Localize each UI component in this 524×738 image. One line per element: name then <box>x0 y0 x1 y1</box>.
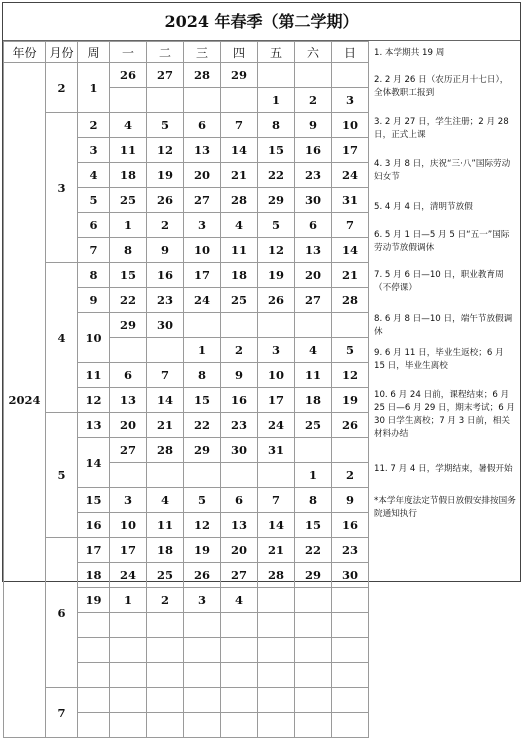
day-cell: 30 <box>221 438 258 463</box>
day-cell: 21 <box>332 263 369 288</box>
page-title: 2024 年春季（第二学期） <box>3 3 520 41</box>
day-cell: 6 <box>221 488 258 513</box>
day-cell <box>147 663 184 688</box>
week-number: 7 <box>78 238 110 263</box>
day-cell: 1 <box>110 588 147 613</box>
day-cell: 21 <box>147 413 184 438</box>
day-cell: 26 <box>332 413 369 438</box>
note-item: 11. 7 月 4 日，学期结束，暑假开始 <box>374 464 513 474</box>
column-header: 年份 <box>4 42 46 63</box>
day-cell <box>221 463 258 488</box>
month-cell: 3 <box>46 113 78 263</box>
day-cell: 28 <box>221 188 258 213</box>
month-cell: 7 <box>46 688 78 738</box>
day-cell: 8 <box>184 363 221 388</box>
day-cell: 14 <box>258 513 295 538</box>
day-cell: 16 <box>332 513 369 538</box>
day-cell <box>258 588 295 613</box>
day-cell: 31 <box>258 438 295 463</box>
day-cell <box>258 688 295 713</box>
day-cell: 3 <box>332 88 369 113</box>
day-cell: 3 <box>258 338 295 363</box>
month-cell: 5 <box>46 413 78 538</box>
day-cell: 13 <box>221 513 258 538</box>
day-cell <box>332 663 369 688</box>
day-cell <box>184 688 221 713</box>
week-number: 17 <box>78 538 110 563</box>
day-cell: 30 <box>147 313 184 338</box>
day-cell: 4 <box>221 213 258 238</box>
day-cell: 24 <box>332 163 369 188</box>
day-cell: 14 <box>147 388 184 413</box>
note-item: 10. 6 月 24 日前，课程结束；6 月 25 日—6 月 29 日，期末考试；6 月 30 日学生离校；7 月 3 日前，相关材料办结 <box>374 390 515 439</box>
calendar-table <box>3 41 369 738</box>
day-cell: 3 <box>110 488 147 513</box>
day-cell <box>221 88 258 113</box>
week-number <box>78 613 110 638</box>
day-cell: 22 <box>258 163 295 188</box>
day-cell: 21 <box>258 538 295 563</box>
day-cell: 30 <box>332 563 369 588</box>
day-cell: 17 <box>332 138 369 163</box>
day-cell <box>184 313 221 338</box>
day-cell <box>221 313 258 338</box>
day-cell: 29 <box>110 313 147 338</box>
week-number: 13 <box>78 413 110 438</box>
day-cell <box>110 688 147 713</box>
week-row <box>4 688 369 713</box>
week-number: 9 <box>78 288 110 313</box>
day-cell <box>295 638 332 663</box>
day-cell: 26 <box>258 288 295 313</box>
week-number: 14 <box>78 438 110 488</box>
day-cell: 4 <box>147 488 184 513</box>
day-cell <box>295 713 332 738</box>
column-header: 六 <box>295 42 332 63</box>
day-cell: 11 <box>295 363 332 388</box>
day-cell: 27 <box>147 63 184 88</box>
day-cell <box>147 638 184 663</box>
day-cell: 23 <box>295 163 332 188</box>
day-cell <box>295 688 332 713</box>
day-cell: 30 <box>295 188 332 213</box>
day-cell: 20 <box>184 163 221 188</box>
day-cell: 27 <box>221 563 258 588</box>
day-cell: 9 <box>221 363 258 388</box>
week-number: 6 <box>78 213 110 238</box>
column-header: 月份 <box>46 42 78 63</box>
day-cell <box>110 663 147 688</box>
day-cell <box>184 463 221 488</box>
day-cell: 1 <box>184 338 221 363</box>
week-row <box>4 263 369 288</box>
day-cell <box>258 313 295 338</box>
day-cell <box>295 663 332 688</box>
day-cell: 2 <box>147 213 184 238</box>
week-row <box>4 113 369 138</box>
day-cell: 8 <box>295 488 332 513</box>
day-cell: 24 <box>258 413 295 438</box>
week-number: 3 <box>78 138 110 163</box>
day-cell: 28 <box>258 563 295 588</box>
day-cell: 27 <box>295 288 332 313</box>
day-cell: 12 <box>184 513 221 538</box>
week-number: 8 <box>78 263 110 288</box>
day-cell: 3 <box>184 213 221 238</box>
day-cell: 29 <box>184 438 221 463</box>
day-cell: 5 <box>258 213 295 238</box>
day-cell <box>147 688 184 713</box>
note-item: 4. 3 月 8 日，庆祝“三·八”国际劳动妇女节 <box>374 159 511 182</box>
week-row <box>4 538 369 563</box>
day-cell <box>295 613 332 638</box>
day-cell <box>221 688 258 713</box>
day-cell: 2 <box>332 463 369 488</box>
day-cell <box>258 613 295 638</box>
day-cell <box>295 313 332 338</box>
day-cell <box>332 313 369 338</box>
day-cell <box>221 663 258 688</box>
year-cell: 2024 <box>4 63 46 738</box>
day-cell: 28 <box>147 438 184 463</box>
day-cell: 8 <box>110 238 147 263</box>
day-cell <box>332 438 369 463</box>
day-cell: 11 <box>147 513 184 538</box>
day-cell: 5 <box>332 338 369 363</box>
day-cell: 19 <box>184 538 221 563</box>
day-cell: 12 <box>332 363 369 388</box>
day-cell: 2 <box>295 88 332 113</box>
month-cell: 2 <box>46 63 78 113</box>
day-cell: 26 <box>147 188 184 213</box>
day-cell: 29 <box>258 188 295 213</box>
day-cell: 4 <box>295 338 332 363</box>
day-cell: 9 <box>147 238 184 263</box>
day-cell: 6 <box>110 363 147 388</box>
note-item: 7. 5 月 6 日—10 日，职业教育周（不停课） <box>374 270 504 293</box>
week-number: 19 <box>78 588 110 613</box>
day-cell <box>147 613 184 638</box>
column-header: 一 <box>110 42 147 63</box>
day-cell <box>110 638 147 663</box>
day-cell: 16 <box>221 388 258 413</box>
day-cell <box>332 63 369 88</box>
day-cell <box>147 88 184 113</box>
month-cell: 6 <box>46 538 78 688</box>
column-header: 日 <box>332 42 369 63</box>
day-cell: 20 <box>295 263 332 288</box>
week-number: 1 <box>78 63 110 113</box>
column-header: 三 <box>184 42 221 63</box>
day-cell: 20 <box>221 538 258 563</box>
week-number <box>78 638 110 663</box>
day-cell <box>295 588 332 613</box>
day-cell: 15 <box>295 513 332 538</box>
day-cell <box>147 713 184 738</box>
note-item: 3. 2 月 27 日，学生注册；2 月 28 日，正式上课 <box>374 117 509 140</box>
notes-panel <box>366 41 520 581</box>
day-cell <box>110 613 147 638</box>
day-cell: 22 <box>110 288 147 313</box>
day-cell <box>332 688 369 713</box>
note-item: 2. 2 月 26 日（农历正月十七日），全体教职工报到 <box>374 75 509 98</box>
day-cell <box>184 638 221 663</box>
day-cell: 1 <box>110 213 147 238</box>
column-header: 二 <box>147 42 184 63</box>
week-row <box>4 63 369 88</box>
day-cell: 16 <box>147 263 184 288</box>
day-cell: 5 <box>184 488 221 513</box>
day-cell <box>332 588 369 613</box>
day-cell: 18 <box>110 163 147 188</box>
note-item: 1. 本学期共 19 周 <box>374 48 445 58</box>
day-cell: 27 <box>110 438 147 463</box>
day-cell: 14 <box>332 238 369 263</box>
day-cell: 6 <box>184 113 221 138</box>
day-cell: 28 <box>332 288 369 313</box>
day-cell: 18 <box>221 263 258 288</box>
day-cell: 15 <box>184 388 221 413</box>
day-cell <box>110 88 147 113</box>
day-cell: 26 <box>110 63 147 88</box>
week-number: 10 <box>78 313 110 363</box>
day-cell: 23 <box>332 538 369 563</box>
week-number: 5 <box>78 188 110 213</box>
day-cell <box>295 63 332 88</box>
note-item: 9. 6 月 11 日，毕业生返校；6 月 15 日，毕业生离校 <box>374 348 504 371</box>
month-cell: 4 <box>46 263 78 413</box>
day-cell <box>258 713 295 738</box>
day-cell <box>332 713 369 738</box>
week-number: 15 <box>78 488 110 513</box>
day-cell: 19 <box>332 388 369 413</box>
week-number <box>78 713 110 738</box>
day-cell: 21 <box>221 163 258 188</box>
day-cell <box>147 463 184 488</box>
day-cell: 13 <box>295 238 332 263</box>
week-number: 2 <box>78 113 110 138</box>
day-cell: 22 <box>184 413 221 438</box>
day-cell: 5 <box>147 113 184 138</box>
note-item: *本学年度法定节假日放假安排按国务院通知执行 <box>374 496 516 519</box>
day-cell <box>184 88 221 113</box>
day-cell: 13 <box>110 388 147 413</box>
week-number: 11 <box>78 363 110 388</box>
note-item: 6. 5 月 1 日—5 月 5 日“五一”国际劳动节放假调休 <box>374 230 510 253</box>
week-number: 4 <box>78 163 110 188</box>
note-item: 8. 6 月 8 日—10 日，端午节放假调休 <box>374 314 513 337</box>
day-cell: 23 <box>221 413 258 438</box>
day-cell <box>184 613 221 638</box>
day-cell: 29 <box>221 63 258 88</box>
day-cell: 19 <box>147 163 184 188</box>
day-cell: 10 <box>110 513 147 538</box>
day-cell <box>147 338 184 363</box>
week-number: 16 <box>78 513 110 538</box>
day-cell <box>184 713 221 738</box>
column-header: 周 <box>78 42 110 63</box>
day-cell: 15 <box>110 263 147 288</box>
day-cell <box>332 613 369 638</box>
day-cell <box>258 63 295 88</box>
day-cell <box>184 663 221 688</box>
day-cell: 13 <box>184 138 221 163</box>
day-cell: 18 <box>147 538 184 563</box>
day-cell: 16 <box>295 138 332 163</box>
day-cell: 9 <box>295 113 332 138</box>
day-cell: 22 <box>295 538 332 563</box>
column-header: 五 <box>258 42 295 63</box>
day-cell <box>221 638 258 663</box>
header-row <box>4 42 369 63</box>
day-cell: 17 <box>110 538 147 563</box>
day-cell: 7 <box>258 488 295 513</box>
day-cell <box>332 638 369 663</box>
day-cell: 1 <box>258 88 295 113</box>
day-cell: 12 <box>258 238 295 263</box>
day-cell: 31 <box>332 188 369 213</box>
week-row <box>4 413 369 438</box>
day-cell: 25 <box>295 413 332 438</box>
column-header: 四 <box>221 42 258 63</box>
day-cell: 15 <box>258 138 295 163</box>
day-cell <box>221 613 258 638</box>
day-cell: 28 <box>184 63 221 88</box>
day-cell: 6 <box>295 213 332 238</box>
day-cell <box>258 463 295 488</box>
day-cell: 12 <box>147 138 184 163</box>
day-cell: 7 <box>221 113 258 138</box>
day-cell: 7 <box>332 213 369 238</box>
day-cell <box>110 463 147 488</box>
day-cell: 3 <box>184 588 221 613</box>
day-cell: 9 <box>332 488 369 513</box>
day-cell: 11 <box>221 238 258 263</box>
day-cell: 14 <box>221 138 258 163</box>
week-number: 18 <box>78 563 110 588</box>
day-cell: 19 <box>258 263 295 288</box>
day-cell: 25 <box>221 288 258 313</box>
day-cell: 29 <box>295 563 332 588</box>
day-cell: 27 <box>184 188 221 213</box>
day-cell: 8 <box>258 113 295 138</box>
day-cell: 4 <box>110 113 147 138</box>
day-cell: 11 <box>110 138 147 163</box>
day-cell: 23 <box>147 288 184 313</box>
week-number: 12 <box>78 388 110 413</box>
day-cell: 26 <box>184 563 221 588</box>
week-number <box>78 688 110 713</box>
day-cell: 7 <box>147 363 184 388</box>
day-cell <box>258 663 295 688</box>
day-cell: 2 <box>221 338 258 363</box>
day-cell: 10 <box>258 363 295 388</box>
day-cell: 1 <box>295 463 332 488</box>
day-cell <box>258 638 295 663</box>
day-cell: 24 <box>110 563 147 588</box>
day-cell: 4 <box>221 588 258 613</box>
day-cell <box>295 438 332 463</box>
day-cell: 25 <box>147 563 184 588</box>
day-cell: 24 <box>184 288 221 313</box>
day-cell: 20 <box>110 413 147 438</box>
day-cell <box>110 338 147 363</box>
day-cell: 2 <box>147 588 184 613</box>
day-cell <box>110 713 147 738</box>
day-cell: 18 <box>295 388 332 413</box>
calendar-sheet <box>2 2 521 720</box>
day-cell: 10 <box>184 238 221 263</box>
note-item: 5. 4 月 4 日，清明节放假 <box>374 202 473 212</box>
day-cell: 17 <box>258 388 295 413</box>
week-number <box>78 663 110 688</box>
day-cell: 25 <box>110 188 147 213</box>
day-cell: 10 <box>332 113 369 138</box>
day-cell <box>221 713 258 738</box>
day-cell: 17 <box>184 263 221 288</box>
